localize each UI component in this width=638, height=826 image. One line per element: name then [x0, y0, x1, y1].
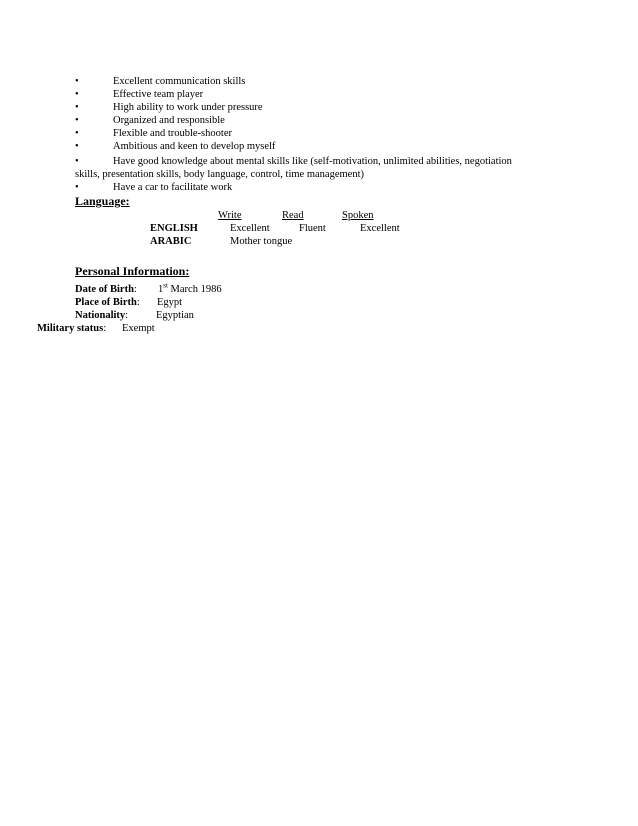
skill-item: Have good knowledge about mental skills like (self-motivation, unlimited abilities, negotiation [113, 156, 512, 167]
skill-item-continuation: skills, presentation skills, body language, control, time management) [75, 169, 364, 180]
dob-value [158, 283, 222, 296]
skill-item: Organized and responsible [113, 115, 225, 126]
nationality-colon: : [125, 310, 129, 321]
dob-day-suffix: st [163, 281, 168, 290]
military-colon: : [103, 323, 107, 334]
skill-item: Flexible and trouble-shooter [113, 128, 232, 139]
language-write-level: Mother tongue [230, 236, 293, 247]
language-write-level: Excellent [230, 223, 270, 234]
pob-value: Egypt [157, 297, 183, 308]
skill-item: Ambitious and keen to develop myself [113, 141, 276, 152]
dob-month-year: March 1986 [167, 284, 222, 295]
dob-colon: : [133, 284, 137, 295]
skill-item: Effective team player [113, 89, 204, 100]
bullet-marker: • [75, 182, 79, 193]
column-header-read: Read [282, 210, 304, 221]
dob-day: 1 [158, 284, 164, 295]
dob-label: Date of Birth [75, 284, 134, 295]
military-row [37, 322, 106, 335]
military-label: Military status [37, 323, 104, 334]
column-header-spoken: Spoken [342, 210, 374, 221]
nationality-row [75, 309, 128, 322]
nationality-value: Egyptian [156, 310, 194, 321]
pob-colon: : [136, 297, 140, 308]
pob-row [75, 296, 140, 309]
language-name: ARABIC [150, 236, 192, 247]
language-read-level: Fluent [299, 223, 326, 234]
bullet-marker: • [75, 141, 79, 152]
military-value: Exempt [122, 323, 155, 334]
personal-info-heading: Personal Information: [75, 264, 190, 278]
language-spoken-level: Excellent [360, 223, 400, 234]
bullet-marker: • [75, 76, 79, 87]
dob-row [75, 283, 137, 296]
bullet-marker: • [75, 115, 79, 126]
pob-label: Place of Birth [75, 297, 137, 308]
column-header-write: Write [218, 210, 242, 221]
bullet-marker: • [75, 102, 79, 113]
language-heading: Language: [75, 194, 130, 208]
skill-item: High ability to work under pressure [113, 102, 263, 113]
skill-item: Have a car to facilitate work [113, 182, 233, 193]
skill-item: Excellent communication skills [113, 76, 246, 87]
bullet-marker: • [75, 156, 79, 167]
language-name: ENGLISH [150, 223, 198, 234]
bullet-marker: • [75, 128, 79, 139]
nationality-label: Nationality [75, 310, 126, 321]
bullet-marker: • [75, 89, 79, 100]
